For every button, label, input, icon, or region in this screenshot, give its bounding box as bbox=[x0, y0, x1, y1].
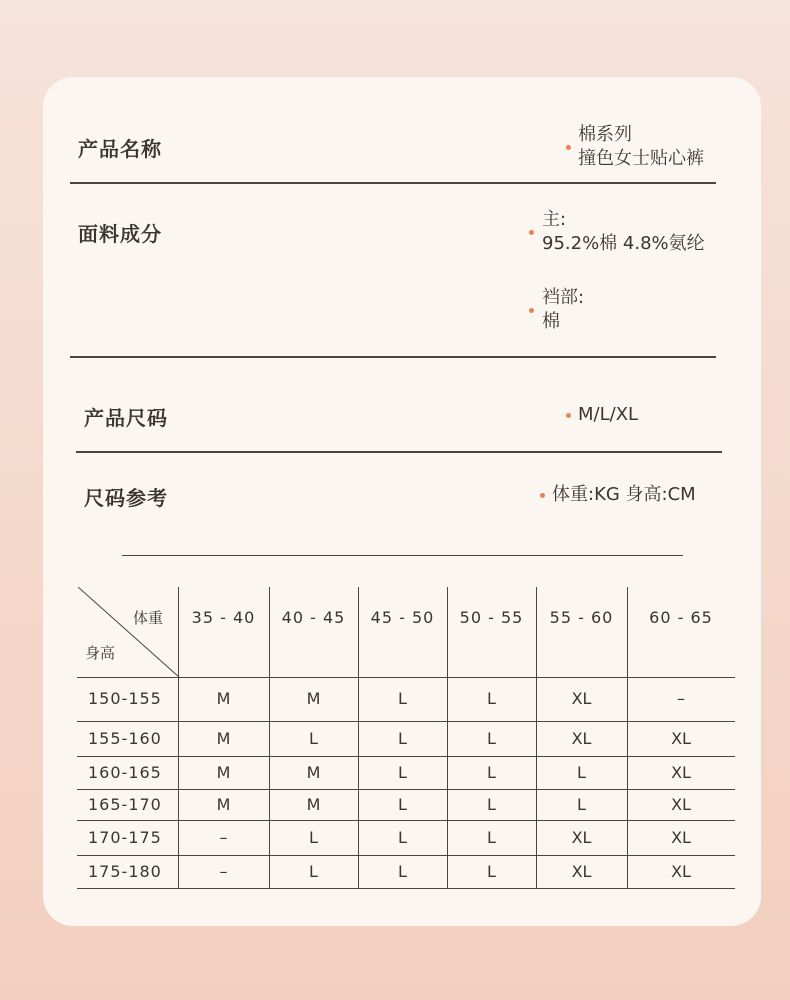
table-cell: M bbox=[216, 689, 231, 708]
table-cell: XL bbox=[671, 762, 691, 782]
bullet-dot bbox=[540, 493, 545, 498]
table-cell: M bbox=[306, 689, 321, 708]
divider bbox=[76, 451, 722, 453]
table-cell: L bbox=[398, 861, 407, 881]
table-cell: L bbox=[309, 827, 318, 847]
table-cell: L bbox=[487, 794, 496, 814]
table-cell: L bbox=[398, 728, 407, 748]
column-header: 55 - 60 bbox=[549, 608, 614, 627]
column-header: 60 - 65 bbox=[649, 608, 713, 627]
bullet-dot bbox=[529, 230, 534, 235]
table-cell: – bbox=[219, 827, 228, 847]
product-name-line2: 撞色女士贴心裤 bbox=[578, 148, 704, 169]
table-cell: L bbox=[398, 827, 407, 847]
table-cell: L bbox=[577, 794, 586, 814]
table-cell: – bbox=[677, 689, 685, 708]
divider bbox=[70, 356, 716, 358]
table-cell: L bbox=[487, 827, 496, 847]
column-header: 45 - 50 bbox=[370, 608, 435, 627]
row-header: 170-175 bbox=[88, 827, 162, 847]
row-divider bbox=[77, 756, 735, 757]
table-cell: – bbox=[219, 861, 228, 881]
table-cell: L bbox=[487, 689, 496, 708]
fabric-main-value: 95.2%棉 4.8%氨纶 bbox=[542, 233, 705, 254]
table-cell: L bbox=[309, 861, 318, 881]
table-cell: M bbox=[216, 794, 231, 814]
table-cell: M bbox=[216, 762, 231, 782]
table-cell: XL bbox=[671, 861, 691, 881]
corner-weight-label: 体重 bbox=[133, 609, 164, 627]
table-cell: XL bbox=[671, 728, 691, 748]
row-divider bbox=[77, 888, 735, 889]
table-cell: L bbox=[398, 689, 407, 708]
row-divider bbox=[77, 721, 735, 722]
product-name-line1: 棉系列 bbox=[578, 124, 632, 145]
corner-height-label: 身高 bbox=[85, 644, 116, 662]
fabric-label: 面料成分 bbox=[78, 222, 162, 246]
table-cell: XL bbox=[671, 827, 691, 847]
fabric-main-title: 主: bbox=[542, 209, 567, 230]
bullet-dot bbox=[529, 308, 534, 313]
table-cell: L bbox=[487, 861, 496, 881]
size-label: 产品尺码 bbox=[84, 406, 168, 430]
size-value: M/L/XL bbox=[578, 404, 639, 425]
bullet-dot bbox=[566, 413, 571, 418]
table-cell: XL bbox=[571, 861, 592, 881]
row-header: 160-165 bbox=[88, 762, 162, 782]
table-cell: L bbox=[487, 762, 496, 782]
row-header: 165-170 bbox=[88, 794, 162, 814]
column-header: 35 - 40 bbox=[191, 608, 256, 627]
table-cell: XL bbox=[571, 689, 592, 708]
column-header: 40 - 45 bbox=[281, 608, 346, 627]
table-cell: L bbox=[398, 762, 407, 782]
fabric-crotch-title: 裆部: bbox=[542, 287, 585, 308]
divider bbox=[70, 182, 716, 184]
row-header: 175-180 bbox=[88, 861, 162, 881]
table-cell: L bbox=[309, 728, 318, 748]
row-divider bbox=[77, 677, 735, 678]
table-cell: L bbox=[487, 728, 496, 748]
row-header: 150-155 bbox=[88, 689, 162, 708]
divider bbox=[122, 555, 683, 556]
diagonal-line bbox=[78, 587, 180, 678]
row-divider bbox=[77, 789, 735, 790]
table-cell: M bbox=[216, 728, 231, 748]
row-header: 155-160 bbox=[88, 728, 162, 748]
reference-value: 体重:KG 身高:CM bbox=[552, 484, 696, 505]
table-cell: L bbox=[577, 762, 586, 782]
column-header: 50 - 55 bbox=[459, 608, 524, 627]
row-divider bbox=[77, 820, 735, 821]
table-cell: L bbox=[398, 794, 407, 814]
table-cell: XL bbox=[571, 728, 592, 748]
table-cell: XL bbox=[671, 794, 691, 814]
bullet-dot bbox=[566, 145, 571, 150]
row-divider bbox=[77, 855, 735, 856]
fabric-crotch-value: 棉 bbox=[542, 311, 560, 332]
table-cell: M bbox=[306, 794, 321, 814]
reference-label: 尺码参考 bbox=[84, 486, 168, 510]
product-name-label: 产品名称 bbox=[78, 137, 162, 161]
table-cell: XL bbox=[571, 827, 592, 847]
table-cell: M bbox=[306, 762, 321, 782]
